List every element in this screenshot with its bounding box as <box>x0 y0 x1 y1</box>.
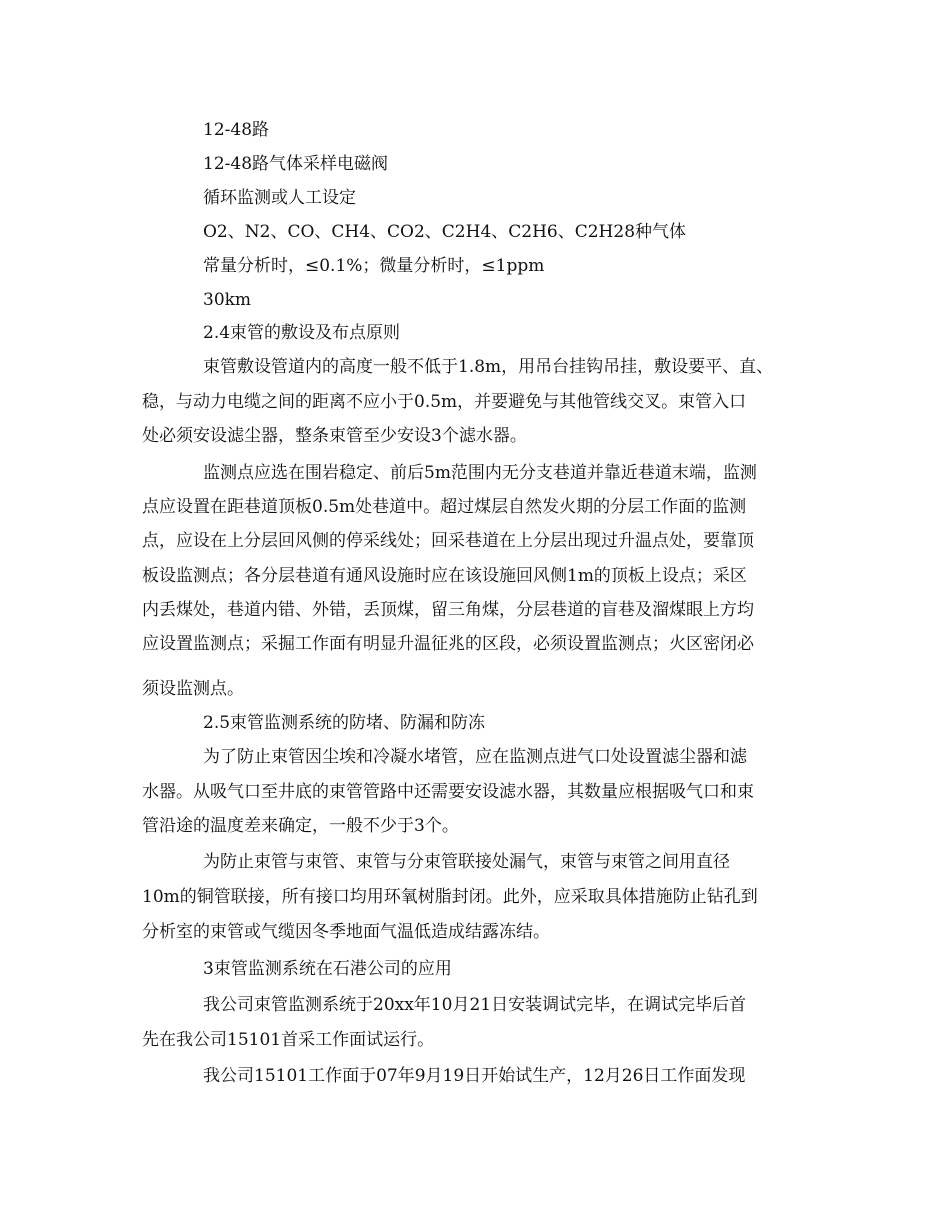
paragraph-line: 为防止束管与束管、束管与分束管联接处漏气，束管与束管之间用直径 <box>203 852 730 872</box>
paragraph-line: 点应设置在距巷道顶板0.5m处巷道中。超过煤层自然发火期的分层工作面的监测 <box>142 497 747 517</box>
paragraph-line: 监测点应选在围岩稳定、前后5m范围内无分支巷道并靠近巷道末端，监测 <box>203 463 757 483</box>
paragraph-line: 板设监测点；各分层巷道有通风设施时应在该设施回风侧1m的顶板上设点；采区 <box>142 566 747 586</box>
paragraph-line: 束管敷设管道内的高度一般不低于1.8m，用吊台挂钩吊挂，敷设要平、直、 <box>203 357 774 377</box>
spec-line: O2、N2、CO、CH4、CO2、C2H4、C2H6、C2H28种气体 <box>203 222 687 242</box>
paragraph-line: 分析室的束管或气缆因冬季地面气温低造成结露冻结。 <box>142 922 550 942</box>
section-heading-2-5: 2.5束管监测系统的防堵、防漏和防冻 <box>203 713 486 733</box>
section-heading-2-4: 2.4束管的敷设及布点原则 <box>203 323 401 343</box>
spec-line: 循环监测或人工设定 <box>203 188 356 208</box>
spec-line: 12-48路气体采样电磁阀 <box>203 154 389 174</box>
paragraph-line: 10m的铜管联接，所有接口均用环氧树脂封闭。此外，应采取具体措施防止钻孔到 <box>142 887 758 907</box>
section-heading-3: 3束管监测系统在石港公司的应用 <box>203 959 452 979</box>
paragraph-line: 先在我公司15101首采工作面试运行。 <box>142 1030 435 1050</box>
paragraph-line: 内丢煤处，巷道内错、外错，丢顶煤，留三角煤，分层巷道的盲巷及溜煤眼上方均 <box>142 600 754 620</box>
paragraph-line: 为了防止束管因尘埃和冷凝水堵管，应在监测点进气口处设置滤尘器和滤 <box>203 747 747 767</box>
paragraph-line: 水器。从吸气口至井底的束管管路中还需要安设滤水器，其数量应根据吸气口和束 <box>142 782 754 802</box>
paragraph-line: 我公司束管监测系统于20xx年10月21日安装调试完毕，在调试完毕后首 <box>203 995 747 1015</box>
spec-line: 常量分析时，≤0.1%；微量分析时，≤1ppm <box>203 256 545 276</box>
spec-line: 30km <box>203 290 252 310</box>
paragraph-line: 管沿途的温度差来确定，一般不少于3个。 <box>142 816 459 836</box>
paragraph-line: 稳，与动力电缆之间的距离不应小于0.5m，并要避免与其他管线交叉。束管入口 <box>142 392 747 412</box>
spec-line: 12-48路 <box>203 120 270 140</box>
paragraph-line: 点，应设在上分层回风侧的停采线处；回采巷道在上分层出现过升温点处，要靠顶 <box>142 531 754 551</box>
paragraph-line: 应设置监测点；采掘工作面有明显升温征兆的区段，必须设置监测点；火区密闭必 <box>142 634 754 654</box>
paragraph-line: 须设监测点。 <box>142 679 244 699</box>
paragraph-line: 处必须安设滤尘器，整条束管至少安设3个滤水器。 <box>142 426 527 446</box>
paragraph-line: 我公司15101工作面于07年9月19日开始试生产，12月26日工作面发现 <box>203 1066 746 1086</box>
